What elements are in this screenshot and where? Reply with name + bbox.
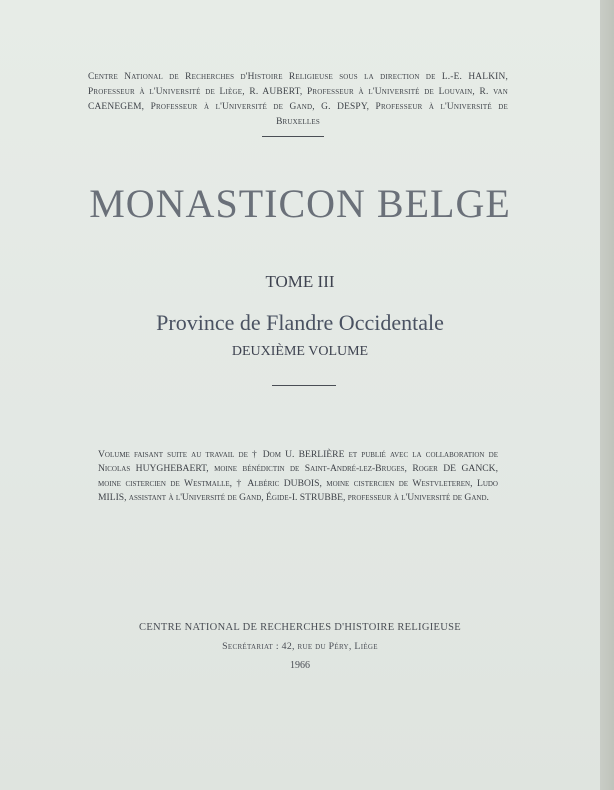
tome-label: TOME III: [265, 272, 335, 291]
title-divider: [272, 385, 336, 386]
publisher-address: Secrétariat : 42, rue du Péry, Liège: [222, 641, 378, 652]
publication-year: 1966: [290, 660, 310, 671]
header-divider: [262, 136, 324, 137]
collaboration-text: Volume faisant suite au travail de † Dom U. BERLIÈRE et publié avec la collaboration de Nicolas HUYGHEBAERT, moine bénédictin de Saint-André-lez-Bruges, Roger DE GANCK, moine cistercien de Westmalle, † Albéric DUBOIS, moine cistercien de Westvleteren, Ludo MILIS, assistant à l'Université de Gand, Égide-I. STRUBBE, professeur à l'Université de Gand.: [98, 449, 498, 504]
volume-label: DEUXIÈME VOLUME: [231, 344, 369, 359]
cover-edge: [600, 0, 614, 790]
series-direction-text: Centre National de Recherches d'Histoire Religieuse sous la direction de L.-E. HALKIN, Professeur à l'Université de Liège, R. AUBERT, Professeur à l'Université de Louvain, R. van CAENEGEM, Professeur à l'Université de Gand, G. DESPY, Professeur à l'Université de Bruxelles: [88, 72, 508, 127]
publisher-name: CENTRE NATIONAL DE RECHERCHES D'HISTOIRE RELIGIEUSE: [139, 622, 461, 633]
book-title: MONASTICON BELGE: [89, 181, 511, 226]
province-subtitle: Province de Flandre Occidentale: [156, 310, 444, 335]
